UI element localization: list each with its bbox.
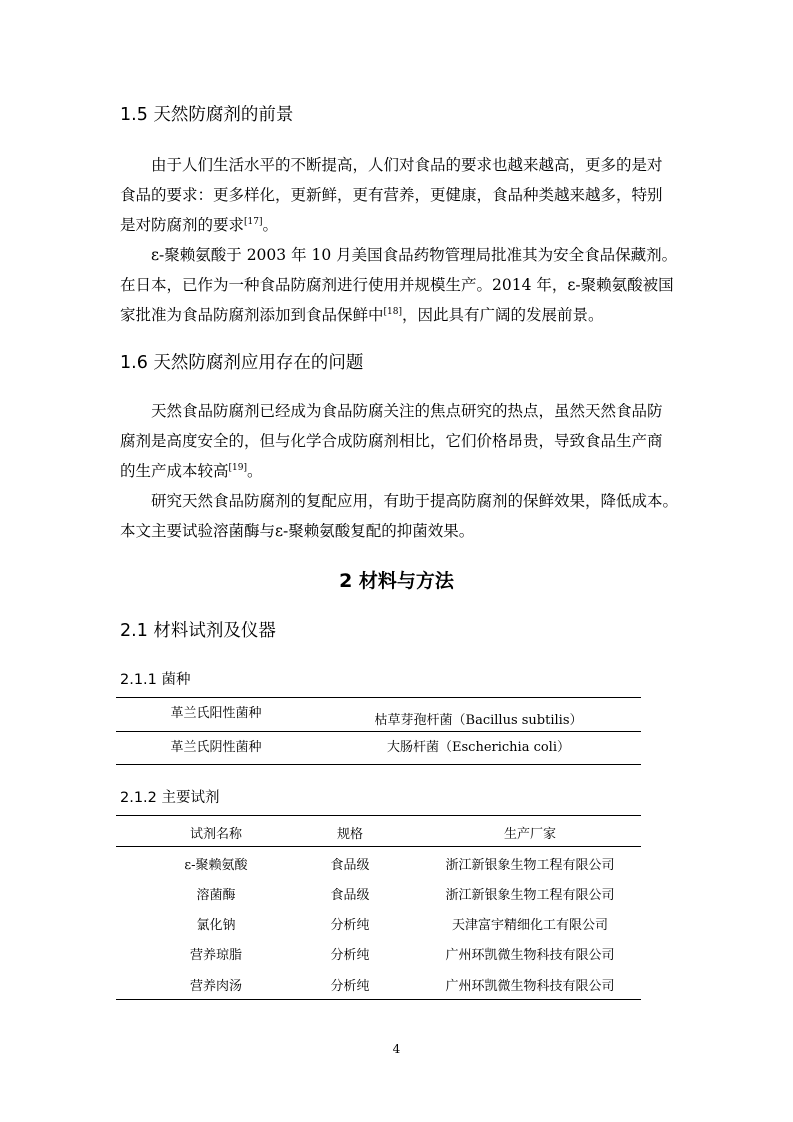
section-2-1-2-heading: 2.1.2 主要试剂 [120, 790, 220, 806]
table-cell: 分析纯 [330, 918, 370, 933]
citation: [19] [228, 463, 247, 473]
table-header-rule [116, 846, 641, 847]
page-number: 4 [392, 1042, 401, 1056]
column-header: 生产厂家 [503, 827, 556, 842]
table-cell: 浙江新银象生物工程有限公司 [445, 888, 615, 903]
section-1-5-body [120, 150, 678, 330]
table-cell: 食品级 [330, 888, 370, 903]
table-cell: 氯化钠 [196, 918, 236, 933]
paragraph-line: 由于人们生活水平的不断提高，人们对食品的要求也越来越高，更多的是对 [151, 156, 663, 174]
paragraph-line: 食品的要求：更多样化，更新鲜，更有营养，更健康，食品种类越来越多，特别 [120, 186, 663, 204]
table-cell: 分析纯 [330, 948, 370, 963]
table-cell: 天津富宇精细化工有限公司 [451, 918, 608, 933]
chapter-2-heading: 2 材料与方法 [339, 570, 454, 592]
table-cell: 营养琼脂 [189, 948, 242, 963]
table-cell: 广州环凯微生物科技有限公司 [445, 979, 615, 994]
section-1-5-heading: 1.5 天然防腐剂的前景 [120, 105, 294, 125]
table-cell: 大肠杆菌（Escherichia coli） [387, 740, 570, 755]
table-cell: 食品级 [330, 858, 370, 873]
table-cell: 溶菌酶 [196, 888, 236, 903]
table-cell: ε-聚赖氨酸 [184, 858, 248, 873]
paragraph-line: 天然食品防腐剂已经成为食品防腐关注的焦点研究的热点，虽然天然食品防 [151, 402, 663, 420]
citation: [18] [383, 307, 402, 317]
column-header: 规格 [336, 827, 363, 842]
section-2-1-heading: 2.1 材料试剂及仪器 [120, 621, 276, 641]
table-top-rule [116, 815, 641, 816]
paragraph-line: ε-聚赖氨酸于 2003 年 10 月美国食品药物管理局批准其为安全食品保藏剂。 [151, 246, 678, 264]
table-cell: 广州环凯微生物科技有限公司 [445, 948, 615, 963]
table-cell: 枯草芽孢杆菌（Bacillus subtilis） [374, 713, 583, 728]
paragraph-line: 家批准为食品防腐剂添加到食品保鲜中[18]，因此具有广阔的发展前景。 [120, 306, 604, 324]
column-header: 试剂名称 [189, 827, 242, 842]
table-cell: 浙江新银象生物工程有限公司 [445, 858, 615, 873]
table-cell: 革兰氏阳性菌种 [170, 706, 262, 721]
table-bottom-rule [116, 764, 641, 765]
table-bottom-rule [116, 999, 641, 1000]
section-1-6-body [120, 396, 679, 546]
section-1-6-heading: 1.6 天然防腐剂应用存在的问题 [120, 353, 364, 373]
paragraph-line: 在日本，已作为一种食品防腐剂进行使用并规模生产。2014 年，ε-聚赖氨酸被国 [120, 276, 674, 294]
paragraph-line: 的生产成本较高[19]。 [120, 462, 263, 480]
table-row-rule [116, 731, 641, 732]
citation: [17] [244, 217, 263, 227]
table-cell: 营养肉汤 [189, 979, 242, 994]
paragraph-line: 研究天然食品防腐剂的复配应用，有助于提高防腐剂的保鲜效果，降低成本。 [151, 492, 679, 510]
paragraph-line: 腐剂是高度安全的，但与化学合成防腐剂相比，它们价格昂贵，导致食品生产商 [120, 432, 663, 450]
table-top-rule [116, 697, 641, 698]
paragraph-line: 本文主要试验溶菌酶与ε-聚赖氨酸复配的抑菌效果。 [120, 522, 475, 540]
table-cell: 革兰氏阴性菌种 [170, 740, 262, 755]
section-2-1-1-heading: 2.1.1 菌种 [120, 672, 191, 688]
table-cell: 分析纯 [330, 979, 370, 994]
paragraph-line: 是对防腐剂的要求[17]。 [120, 216, 279, 234]
